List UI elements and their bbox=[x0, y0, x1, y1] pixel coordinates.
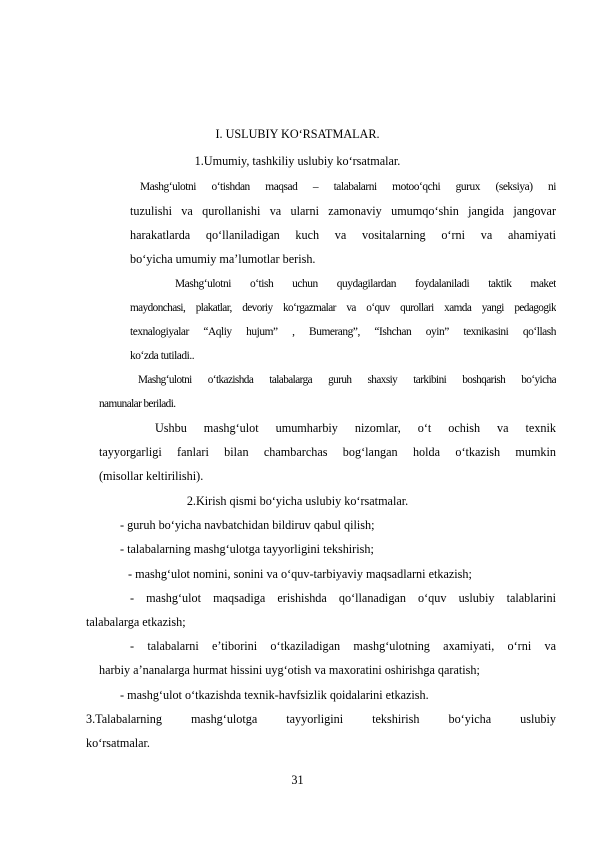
para2-line: texnalogiyalar “Aqliy hujum” , Bumerang”, “Ishchan oyin” texnikasini qo‘llash bbox=[130, 326, 556, 338]
para4-line: Ushbu mashg‘ulot umumharbiy nizomlar, o‘t ochish va texnik bbox=[155, 421, 556, 435]
section-3-heading-line: 3.Talabalarning mashg‘ulotga tayyorligini tekshirish bo‘yicha uslubiy bbox=[86, 712, 556, 726]
subheading-intro: 2.Kirish qismi bo‘yicha uslubiy ko‘rsatmalar. bbox=[186, 494, 409, 508]
list-item: - talabalarni e’tiborini o‘tkaziladigan mashg‘ulotning axamiyati, o‘rni va bbox=[130, 639, 556, 653]
para3-line: Mashg‘ulotni o‘tkazishda talabalarga guruh shaxsiy tarkibini boshqarish bo‘yicha bbox=[138, 374, 556, 386]
list-item: - guruh bo‘yicha navbatchidan bildiruv qabul qilish; bbox=[120, 518, 375, 532]
para4-line: tayyorgarligi fanlari bilan chambarchas bog‘langan holda o‘tkazish mumkin bbox=[99, 445, 556, 459]
section-3-heading-line: ko‘rsatmalar. bbox=[86, 736, 150, 750]
para1-line: Mashg‘ulotni o‘tishdan maqsad – talabalarni motoo‘qchi gurux (seksiya) ni bbox=[140, 181, 556, 193]
para1-line: harakatlarda qo‘llaniladigan kuch va vositalarning o‘rni va ahamiyati bbox=[130, 228, 556, 242]
list-item-continuation: harbiy a’nanalarga hurmat hissini uyg‘otish va maxoratini oshirishga qaratish; bbox=[99, 663, 480, 677]
section-heading: I. USLUBIY KO‘RSATMALAR. bbox=[215, 127, 380, 141]
para2-line: ko‘zda tutiladi.. bbox=[130, 350, 195, 362]
para2-line: maydonchasi, plakatlar, devoriy ko‘rgazmalar va o‘quv qurollari xamda yangi pedagogik bbox=[130, 302, 556, 314]
para1-line: bo‘yicha umumiy ma’lumotlar berish. bbox=[130, 252, 316, 266]
subheading-general: 1.Umumiy, tashkiliy uslubiy ko‘rsatmalar. bbox=[194, 154, 401, 168]
para1-line: tuzulishi va qurollanishi va ularni zamonaviy umumqo‘shin jangida jangovar bbox=[130, 204, 556, 218]
para4-line: (misollar keltirilishi). bbox=[99, 469, 204, 483]
list-item-continuation: talabalarga etkazish; bbox=[86, 615, 186, 629]
list-item: - mashg‘ulot nomini, sonini va o‘quv-tarbiyaviy maqsadlarni etkazish; bbox=[128, 567, 472, 581]
list-item: - mashg‘ulot maqsadiga erishishda qo‘llanadigan o‘quv uslubiy talablarini bbox=[130, 591, 556, 605]
list-item: - talabalarning mashg‘ulotga tayyorligini tekshirish; bbox=[120, 542, 374, 556]
page-number: 31 bbox=[291, 773, 304, 787]
para2-line: Mashg‘ulotni o‘tish uchun quydagilardan foydalaniladi taktik maket bbox=[175, 278, 556, 290]
para3-line: namunalar beriladi. bbox=[99, 398, 176, 410]
list-item: - mashg‘ulot o‘tkazishda texnik-havfsizlik qoidalarini etkazish. bbox=[120, 688, 429, 702]
